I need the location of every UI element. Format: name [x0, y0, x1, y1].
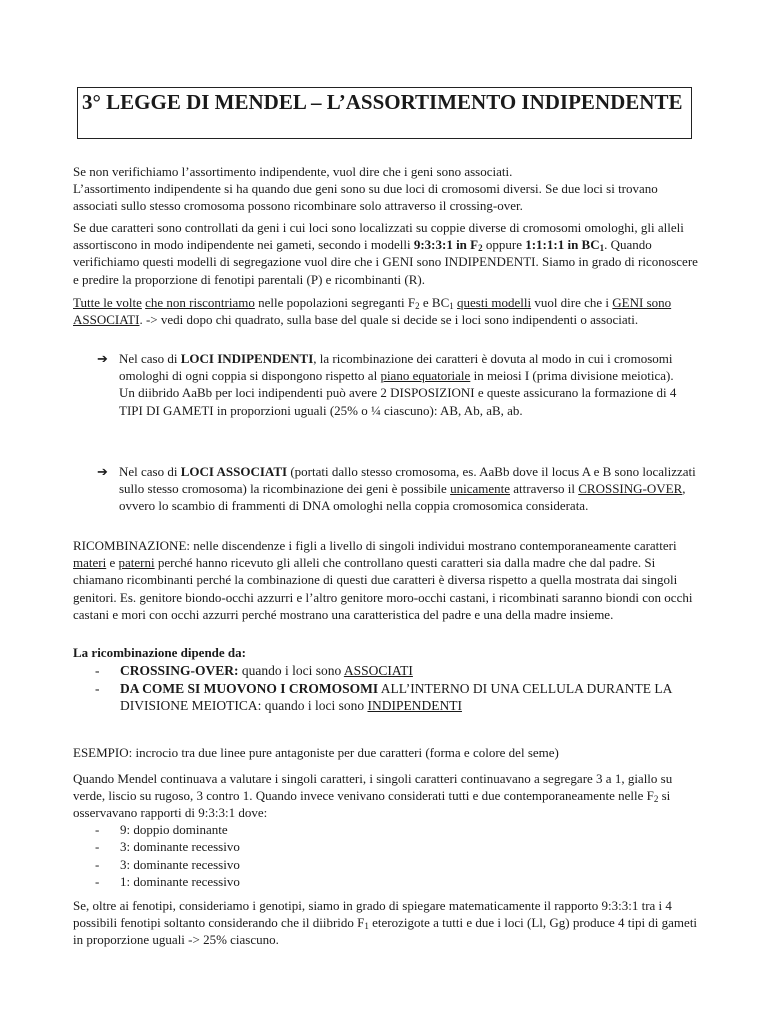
intro-line-1: Se non verifichiamo l’assortimento indipendente, vuol dire che i geni sono associati. — [73, 164, 513, 179]
list-item: - 3: dominante recessivo — [95, 856, 240, 872]
esempio-paragraph: ESEMPIO: incrocio tra due linee pure antagoniste per due caratteri (forma e colore del seme) — [73, 745, 559, 760]
bullet-line-2: Un diibrido AaBb per loci indipendenti può avere 2 DISPOSIZIONI e queste assicurano la formazione di 4 TIPI DI GAMETI in proporzioni uguali (25% o ¼ ciascuno): AB, Ab, aB, ab. — [119, 385, 677, 418]
text-run: . Quando verifichiamo questi modelli di segregazione vuol dire che i GENI sono INDIPENDENTI. Siamo in grado di riconoscere e predire la proporzione di fenotipi parentali (P) e ricombinanti (R). — [73, 237, 698, 287]
list-item: - 3: dominante recessivo — [95, 839, 240, 855]
associated-genes-paragraph: Tutte le volte che non riscontriamo nelle popolazioni segreganti $F_2$ e $BC_1$ questi modelli vuol dire che i GENI sono ASSOCIATI. -> vedi dopo chi quadrato, sulla base del quale si decide se i loci sono indipendenti o associati. — [73, 295, 672, 328]
intro-line-2: L’assortimento indipendente si ha quando due geni sono su due loci di cromosomi diversi. Se due loci si trovano associati sullo stesso cromosoma possono ricombinare solo attraverso il crossing-over. — [73, 181, 658, 214]
title-box — [77, 87, 692, 139]
underlined-text: questi modelli — [457, 295, 532, 310]
arrow-right-icon: ➔ — [97, 464, 108, 479]
underlined-text: che non riscontriamo — [145, 295, 255, 310]
underlined-text: materi — [73, 555, 107, 571]
ratio-list — [73, 821, 703, 891]
finale-paragraph: Se, oltre ai fenotipi, consideriamo i genotipi, siamo in grado di spiegare matematicamente il rapporto 9:3:3:1 tra i 4 possibili fenotipi soltanto considerando che il diibrido $F_1$ eterozigote a tutti e due i loci (Ll, Gg) produce 4 tipi di gameti in proporzione uguali -> 25% ciascuno. — [73, 898, 698, 948]
ratio-1111: 1:1:1:1 in $BC_1$ — [525, 237, 605, 254]
list-item: - CROSSING-OVER: quando i loci sono ASSOCIATI — [95, 663, 413, 678]
arrow-right-icon: ➔ — [97, 351, 108, 366]
text-run: oppure — [482, 237, 526, 253]
ratio-9331: 9:3:3:1 in $F_2$ — [413, 237, 483, 254]
text-run: Se due caratteri sono controllati da geni i cui loci sono localizzati su coppie diverse di cromosomi omologhi, gli alleli assortiscono in modo indipendente nei gameti, secondo i modelli — [73, 220, 684, 253]
page-title: 3° LEGGE DI MENDEL – L’ASSORTIMENTO INDIPENDENTE — [82, 90, 683, 114]
bold-term: LOCI INDIPENDENTI — [180, 351, 314, 366]
bullet-loci-associati: ➔ Nel caso di LOCI ASSOCIATI (portati dallo stesso cromosoma, es. AaBb dove il locus A e B sono localizzati sullo stesso cromosoma) la ricombinazione dei geni è possibile unicamente attraverso il CROSSING-OVER, ovvero lo scambio di frammenti di DNA omologhi nella coppia cromosomica considerata. — [97, 464, 696, 514]
underlined-text: unicamente — [450, 481, 510, 497]
underlined-text: paterni — [118, 555, 155, 571]
list-item: - 9: doppio dominante — [95, 822, 228, 837]
dipende-list — [73, 662, 703, 715]
intro-paragraph — [73, 163, 703, 215]
bold-term: LOCI ASSOCIATI — [180, 464, 288, 479]
underlined-text: GENI sono ASSOCIATI — [73, 295, 672, 328]
ricombinazione-paragraph: RICOMBINAZIONE: nelle discendenze i figli a livello di singoli individui mostrano contemporaneamente caratteri materi e paterni perché hanno ricevuto gli alleli che controllano questi caratteri sia dalla madre che dal padre. Si chiamano ricombinanti perché la combinazione di questi due caratteri è diversa rispetto a quella mostrata dai singoli genitori. Es. genitore biondo-occhi azzurri e l’altro genitore moro-occhi castani, i ricombinati saranno biondi con occhi castani e mori con occhi azzurri perché mostrano una caratteristica del padre e una della madre insieme. — [73, 538, 693, 622]
underlined-text: piano equatoriale — [380, 368, 471, 384]
list-item: - 1: dominante recessivo — [95, 874, 240, 890]
underlined-text: CROSSING-OVER — [578, 481, 683, 497]
dipende-heading: La ricombinazione dipende da: — [73, 645, 246, 660]
independent-assortment-paragraph — [73, 219, 703, 288]
list-item: - DA COME SI MUOVONO I CROMOSOMI ALL’INTERNO DI UNA CELLULA DURANTE LA DIVISIONE MEIOTICA: quando i loci sono INDIPENDENTI — [95, 680, 672, 714]
underlined-text: Tutte le volte — [73, 295, 142, 310]
mendel-paragraph: Quando Mendel continuava a valutare i singoli caratteri, i singoli caratteri continuavano a segregare 3 a 1, giallo su verde, liscio su rugoso, 3 contro 1. Quando invece venivano considerati tutti e due contemporaneamente nelle $F_2$ si osservavano rapporti di 9:3:3:1 dove: — [73, 771, 673, 821]
bullet-loci-indipendenti: ➔ Nel caso di LOCI INDIPENDENTI, la ricombinazione dei caratteri è dovuta al modo in cui i cromosomi omologhi di ogni coppia si dispongono rispetto al piano equatoriale in meiosi I (prima divisione meiotica). Un diibrido AaBb per loci indipendenti può avere 2 DISPOSIZIONI e queste assicurano la formazione di 4 TIPI DI GAMETI in proporzioni uguali (25% o ¼ ciascuno): AB, Ab, aB, ab. — [97, 351, 677, 418]
